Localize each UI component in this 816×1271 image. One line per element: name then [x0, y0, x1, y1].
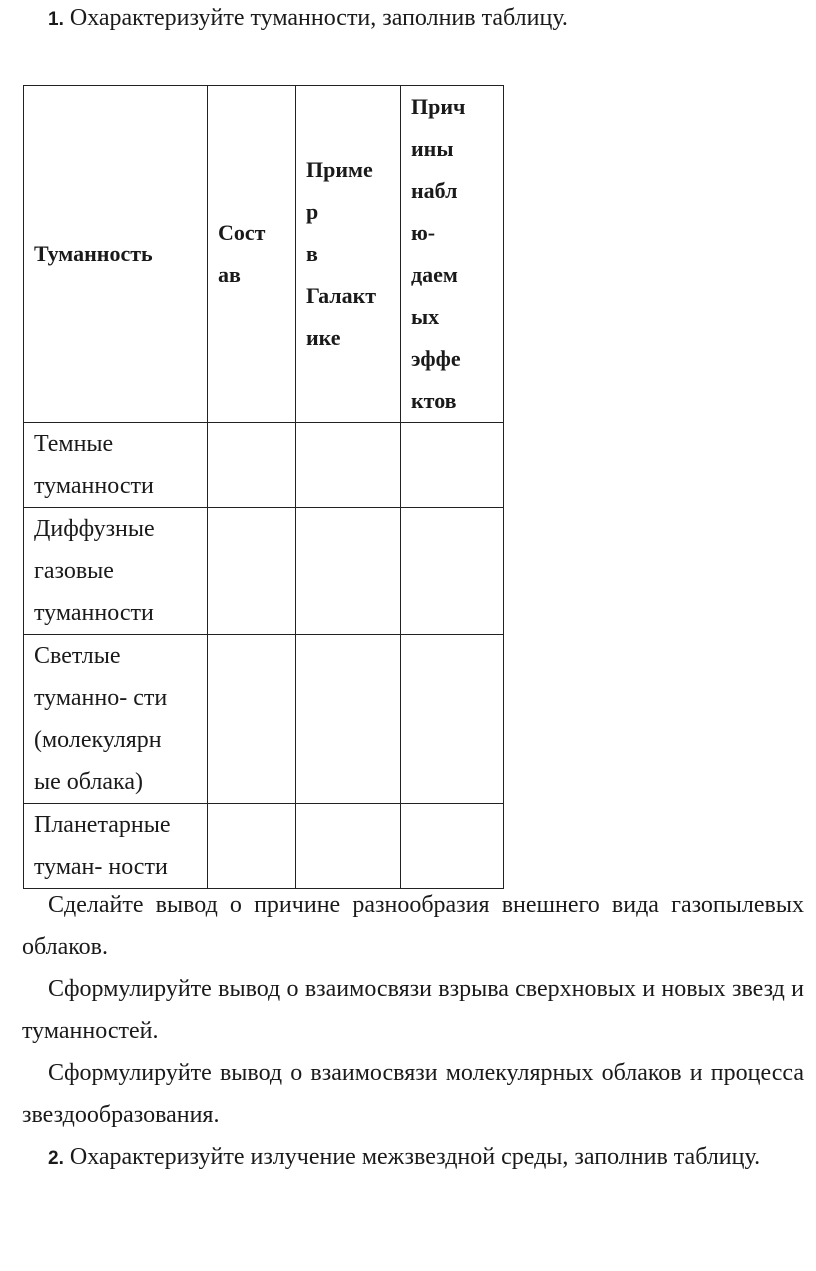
task-1-number: 1.	[48, 9, 64, 30]
header-line: ых	[411, 304, 440, 329]
header-line: р	[306, 199, 319, 224]
header-line: Туманность	[34, 241, 153, 266]
header-observed-effects	[401, 86, 504, 423]
task-2-heading	[22, 1136, 804, 1180]
row-label-line: туман- ности	[34, 854, 168, 880]
cell-composition[interactable]	[208, 508, 296, 635]
cell-composition[interactable]	[208, 804, 296, 889]
header-line: набл	[411, 178, 458, 203]
table-header-row	[24, 86, 504, 423]
header-line: даем	[411, 262, 458, 287]
header-line: Галакт	[306, 283, 377, 308]
header-example-in-galaxy	[296, 86, 401, 423]
header-line: ике	[306, 325, 341, 350]
header-nebula	[24, 86, 208, 423]
task-2-number: 2.	[48, 1148, 64, 1169]
row-label-line: Планетарные	[34, 812, 171, 838]
row-label-line: Диффузные	[34, 516, 155, 542]
conclusion-diversity: Сделайте вывод о причине разнообразия внешнего вида газопылевых облаков.	[22, 892, 804, 960]
row-label-line: туманности	[34, 473, 154, 499]
cell-example[interactable]	[296, 423, 401, 508]
task-2-text: Охарактеризуйте излучение межзвездной среды, заполнив таблицу.	[69, 1144, 761, 1170]
row-label-line: Светлые	[34, 643, 121, 669]
cell-example[interactable]	[296, 508, 401, 635]
table-row	[24, 508, 504, 635]
cell-effects[interactable]	[401, 635, 504, 804]
conclusion-supernovae: Сформулируйте вывод о взаимосвязи взрыва сверхновых и новых звезд и туманностей.	[22, 976, 804, 1044]
table-row	[24, 423, 504, 508]
header-line: ктов	[411, 388, 457, 413]
row-label-planetary-nebulae	[24, 804, 208, 889]
header-line: ав	[218, 262, 241, 287]
row-label-line: (молекулярн	[34, 727, 162, 753]
row-label-line: газовые	[34, 558, 114, 584]
header-line: ины	[411, 136, 454, 161]
header-line: в	[306, 241, 318, 266]
conclusion-star-formation: Сформулируйте вывод о взаимосвязи молекулярных облаков и процесса звездообразования.	[22, 1060, 804, 1128]
table-row	[24, 804, 504, 889]
cell-composition[interactable]	[208, 423, 296, 508]
nebula-table	[23, 85, 504, 889]
header-line: эффе	[411, 346, 461, 371]
row-label-line: ые облака)	[34, 769, 143, 795]
row-label-dark-nebulae	[24, 423, 208, 508]
cell-composition[interactable]	[208, 635, 296, 804]
header-line: Сост	[218, 220, 266, 245]
row-label-bright-nebulae	[24, 635, 208, 804]
cell-effects[interactable]	[401, 508, 504, 635]
cell-effects[interactable]	[401, 423, 504, 508]
row-label-line: Темные	[34, 431, 114, 457]
task-1-heading	[48, 0, 568, 38]
task-1-text: Охарактеризуйте туманности, заполнив таблицу.	[69, 5, 568, 31]
cell-example[interactable]	[296, 804, 401, 889]
row-label-line: туманно- сти	[34, 685, 168, 711]
header-line: Приме	[306, 157, 373, 182]
cell-effects[interactable]	[401, 804, 504, 889]
table-row	[24, 635, 504, 804]
header-line: Прич	[411, 94, 466, 119]
row-label-line: туманности	[34, 600, 154, 626]
row-label-diffuse-gas-nebulae	[24, 508, 208, 635]
header-composition	[208, 86, 296, 423]
header-line: ю-	[411, 220, 436, 245]
cell-example[interactable]	[296, 635, 401, 804]
